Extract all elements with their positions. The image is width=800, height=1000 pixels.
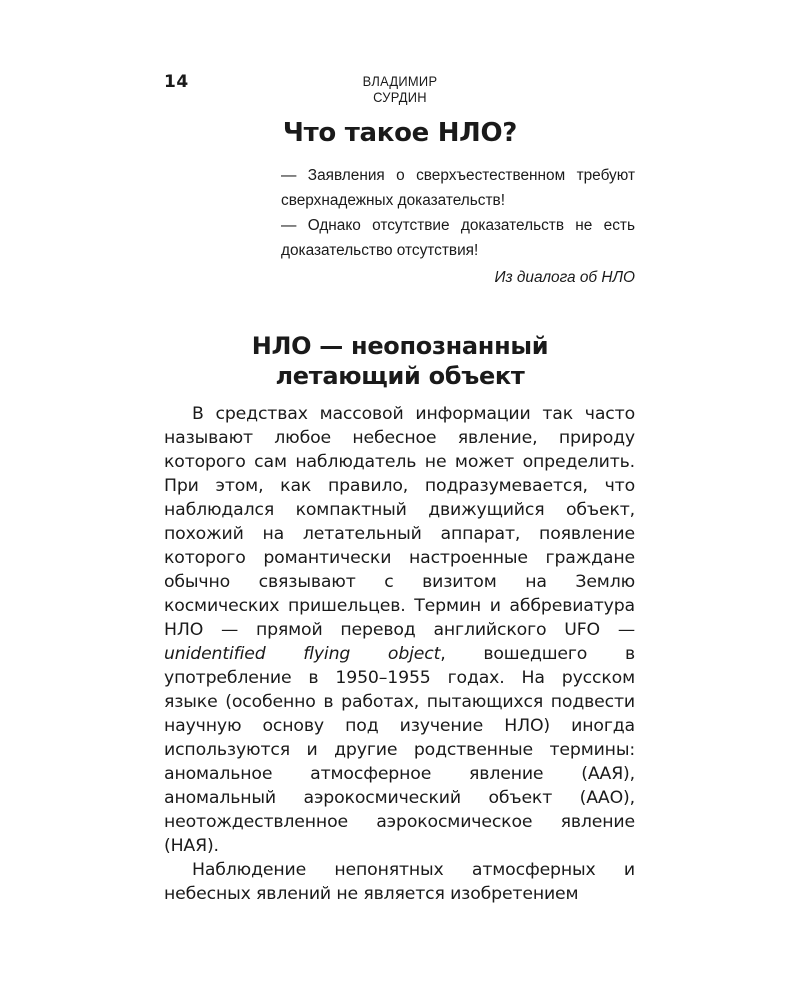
section-title-line-2: летающий объект: [275, 362, 525, 390]
epigraph-quote-2: — Однако отсутствие доказательств не есть доказательство отсутствия!: [281, 217, 635, 259]
paragraph-1: [164, 402, 635, 858]
chapter-title: Что такое НЛО?: [282, 118, 518, 148]
epigraph-source: Из диалога об НЛО: [494, 269, 635, 286]
paragraph-2: Наблюдение непонятных атмосферных и небесных явлений не является изобретением: [164, 860, 635, 904]
paragraph-1-italic-term: unidentified flying object: [164, 644, 441, 664]
section-title: [190, 331, 610, 391]
epigraph-quote-1: — Заявления о сверхъестественном требуют сверхнадежных доказательств!: [281, 167, 635, 209]
running-head: ВЛАДИМИР СУРДИН: [362, 73, 438, 105]
page-number: 14: [164, 72, 189, 92]
body-text: [164, 402, 635, 906]
epigraph: [281, 163, 635, 290]
paragraph-1-text-b: , вошедшего в употребление в 1950–1955 годах. На русском языке (особенно в работах, пытающихся подвести научную основу под изучение НЛО) иногда используются и другие родственные термины: аномальное атмосферное явление (ААЯ), аномальный аэрокосмический объект (ААО), неотождествленное аэрокосмическое явление (НАЯ).: [164, 644, 635, 856]
section-title-line-1: НЛО — неопознанный: [251, 332, 549, 360]
paragraph-1-text-a: В средствах массовой информации так часто называют любое небесное явление, природу которого сам наблюдатель не может определить. При этом, как правило, подразумевается, что наблюдался компактный движущийся объект, похожий на летательный аппарат, появление которого романтически настроенные граждане обычно связывают с визитом на Землю космических пришельцев. Термин и аббревиатура НЛО — прямой перевод английского UFO —: [164, 404, 635, 640]
